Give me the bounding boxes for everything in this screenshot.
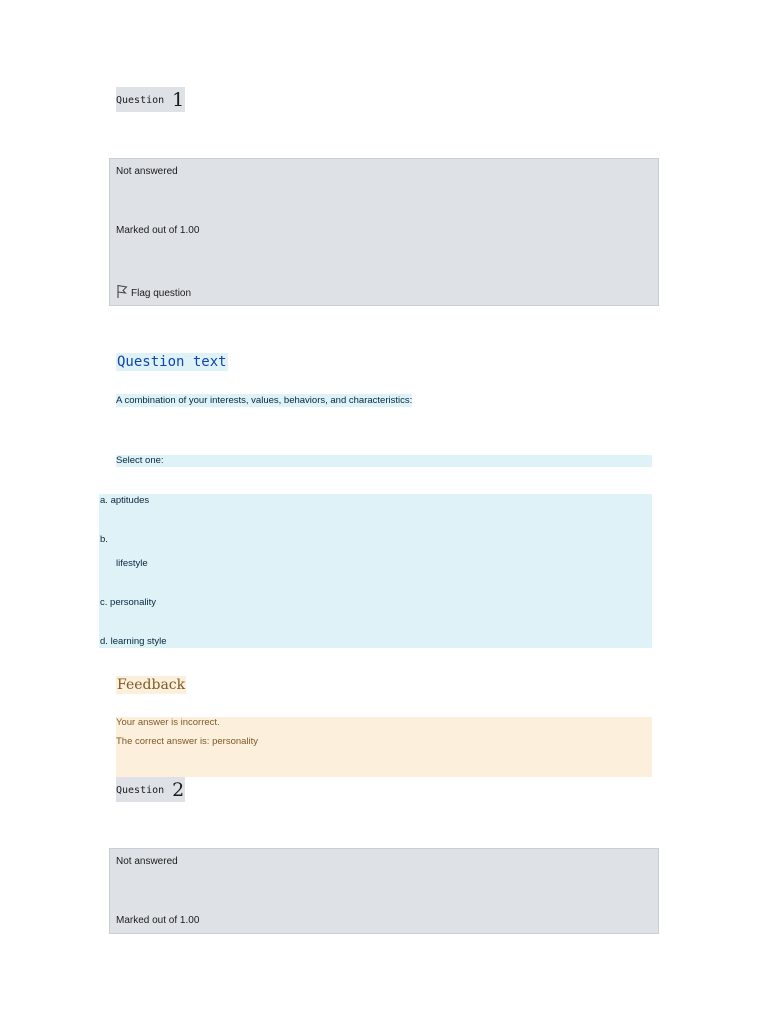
question-info-box (109, 158, 659, 306)
question-state: Not answered (116, 166, 178, 177)
option-letter: b. (100, 534, 108, 545)
question-label: Question (116, 785, 165, 796)
feedback-result: Your answer is incorrect. (116, 717, 220, 728)
feedback-heading: Feedback (117, 677, 186, 693)
flag-question-label: Flag question (131, 288, 192, 299)
question-marks: Marked out of 1.00 (116, 225, 200, 236)
option-text: learning style (110, 636, 167, 647)
flag-question-link[interactable] (116, 284, 191, 299)
option-b-text[interactable]: lifestyle (116, 558, 148, 569)
answer-options (99, 494, 652, 648)
select-one-prompt: Select one: (116, 455, 652, 467)
feedback-correct-answer: The correct answer is: personality (116, 736, 259, 747)
question-number-1 (116, 87, 185, 112)
question-marks: Marked out of 1.00 (116, 915, 200, 926)
question-label: Question (116, 95, 165, 106)
question-number: 1 (172, 89, 185, 111)
question-number-2 (116, 777, 185, 802)
option-c[interactable] (100, 597, 156, 608)
question-state: Not answered (116, 856, 178, 867)
option-letter: d. (100, 636, 108, 647)
option-d[interactable] (100, 636, 167, 647)
flag-icon (116, 284, 128, 299)
question-info-box-2 (109, 848, 659, 934)
option-text: aptitudes (110, 495, 150, 506)
question-text-heading: Question text (117, 354, 227, 370)
option-b[interactable] (100, 534, 108, 545)
option-text: personality (110, 597, 156, 608)
option-a[interactable] (100, 495, 149, 506)
option-letter: c. (100, 597, 108, 608)
option-letter: a. (100, 495, 108, 506)
question-text: A combination of your interests, values, behaviors, and characteristics: (116, 395, 413, 406)
question-number: 2 (172, 779, 185, 801)
feedback-box (116, 717, 652, 777)
